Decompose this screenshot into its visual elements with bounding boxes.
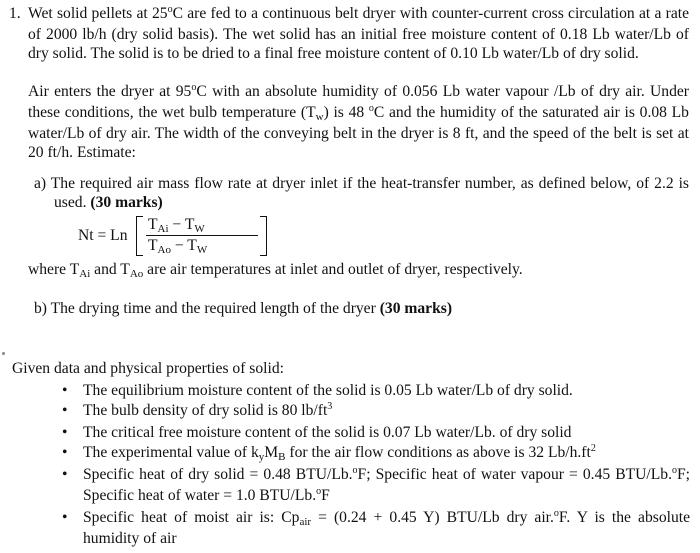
bullet-icon: • bbox=[62, 424, 68, 441]
properties-list bbox=[12, 381, 690, 548]
given-data-section bbox=[12, 359, 690, 549]
heat-transfer-number-formula bbox=[78, 214, 689, 258]
list-item: • Specific heat of dry solid = 0.48 BTU/Lb.$^o$F; Specific heat of water vapour = 0.45 BTU/Lb.$^o$F; Specific heat of water = 1.0 BTU/Lb.$^o$F bbox=[62, 465, 691, 504]
question-1 bbox=[9, 4, 689, 318]
problem-paragraph-1: Wet solid pellets at 25$^o$C are fed to a continuous belt dryer with counter-current cross circulation at a rate of 2000 lb/h (dry solid basis). The wet solid has an initial free moisture content of 0.18 Lb water/Lb of dry solid. The solid is to be dried to a final free moisture content of 0.10 Lb water/Lb of dry solid. bbox=[28, 4, 689, 62]
given-data-header: Given data and physical properties of solid: bbox=[12, 360, 284, 377]
question-number: 1. bbox=[9, 5, 21, 22]
margin-dot bbox=[2, 352, 5, 355]
bullet-icon: • bbox=[62, 509, 68, 526]
question-body bbox=[28, 4, 689, 318]
list-item: • Specific heat of moist air is: Cpair = (0.24 + 0.45 Y) BTU/Lb dry air.$^o$F. Y is the absolute humidity of air bbox=[62, 508, 691, 547]
problem-paragraph-2: Air enters the dryer at 95$^o$C with an absolute humidity of 0.056 Lb water vapour /Lb of dry air. Under these conditions, the wet bulb temperature (Tw) is 48 $^o$C and the humidity of the saturated air is 0.08 Lb water/Lb of dry air. The width of the conveying belt in the dryer is 8 ft, and the speed of the belt is set at 20 ft/h. Estimate: bbox=[28, 82, 689, 161]
part-b: b) The drying time and the required length of the dryer (30 marks) bbox=[34, 300, 453, 317]
bullet-icon: • bbox=[62, 444, 68, 461]
formula-lhs: Nt = Ln bbox=[78, 227, 128, 244]
list-item: • The critical free moisture content of the solid is 0.07 Lb water/Lb. of dry solid bbox=[62, 424, 572, 441]
right-bracket bbox=[260, 216, 267, 256]
list-item: • The experimental value of kyMB for the air flow conditions as above is 32 $Lb/h.ft^2$ bbox=[62, 443, 596, 463]
bullet-icon: • bbox=[62, 402, 68, 419]
formula-definition: where TAi and TAo are air temperatures at inlet and outlet of dryer, respectively. bbox=[28, 261, 523, 280]
list-item: • The bulb density of dry solid is 80 $lb/ft^3$ bbox=[62, 401, 333, 419]
bullet-icon: • bbox=[62, 466, 68, 483]
list-item: • The equilibrium moisture content of the solid is 0.05 Lb water/Lb of dry solid. bbox=[62, 382, 573, 399]
part-a-marks: (30 marks) bbox=[90, 194, 163, 211]
formula-denominator: TAo − TW bbox=[148, 237, 208, 256]
formula-numerator: TAi − TW bbox=[148, 216, 205, 235]
bullet-icon: • bbox=[62, 382, 68, 399]
left-bracket bbox=[136, 216, 143, 256]
part-a-text: a) The required air mass flow rate at dryer inlet if the heat-transfer number, as defined below, of 2.2 is used. (30 marks) bbox=[34, 175, 689, 211]
part-a bbox=[28, 174, 689, 318]
part-b-marks: (30 marks) bbox=[379, 300, 453, 317]
